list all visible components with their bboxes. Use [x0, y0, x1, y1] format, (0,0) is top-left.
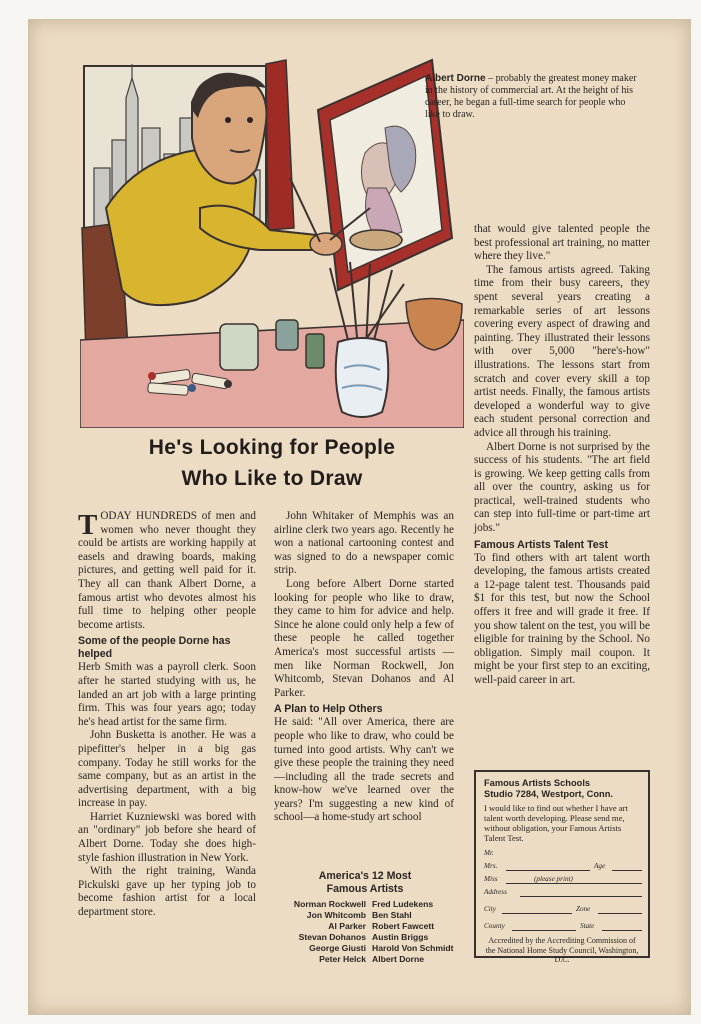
- artist-name: Austin Briggs: [372, 931, 429, 942]
- caption-text: – probably the greatest money maker in the history of commercial art. At the height of his career, he began a full-time search for people who like to draw.: [425, 73, 637, 120]
- zone-label: Zone: [576, 905, 591, 913]
- palette: [350, 230, 402, 250]
- miss-field[interactable]: [484, 874, 640, 885]
- mr-label: Mr.: [484, 849, 494, 857]
- age-label: Age: [594, 862, 606, 870]
- famous-title-1: America's 12 Most: [318, 870, 412, 882]
- coupon-studio: Studio 7284, Westport, Conn.: [484, 789, 613, 799]
- list-item: [270, 943, 460, 954]
- artist-name: Harold Von Schmidt: [372, 942, 454, 953]
- mail-coupon[interactable]: [474, 770, 650, 965]
- illustration-caption: [425, 73, 637, 121]
- subhead-people-helped: Some of the people Dorne has helped: [78, 635, 231, 661]
- paragraph-talent-test: To find others with art talent worth developing, the famous artists created a 12-page talent test. Thousands paid $1 for this test, but now the School offers it free and will grade it free. If you show talent on the test, you will be eligible for training by the School. No obligation. Simply mail coupon. It might be your first step to an exciting, well-paid career in art.: [474, 551, 650, 686]
- famous-artists-list: [270, 870, 460, 964]
- paragraph-wanda: With the right training, Wanda Pickulski gave up her typing job to become fashion artist for a local department store.: [78, 865, 256, 919]
- artist-name: Robert Fawcett: [372, 920, 435, 931]
- name-field[interactable]: [484, 848, 640, 859]
- list-item: [270, 954, 460, 965]
- artist-name: Fred Ludekens: [372, 899, 434, 909]
- artist-name: Albert Dorne: [372, 953, 425, 964]
- accreditation-note: Accredited by the Accrediting Commission of the National Home Study Council, Washington, D.C.: [485, 936, 639, 965]
- paragraph-long-before: Long before Albert Dorne started looking for people who like to draw, they came to him for advice and help. Since he alone could only help a few of these people he called together America's most successful artists —men like Norman Rockwell, Jon Whitcomb, Stevan Dohanos and Al Parker.: [274, 577, 454, 699]
- headline-line-2: Who Like to Draw: [181, 467, 363, 490]
- famous-title-2: Famous Artists: [326, 883, 404, 895]
- artist-name: Jon Whitcomb: [306, 909, 366, 920]
- artist-illustration: [80, 58, 464, 428]
- headline-line-1: He's Looking for People: [148, 436, 396, 459]
- artist-name: Ben Stahl: [372, 909, 412, 920]
- paragraph-he-said: He said: "All over America, there are people who like to draw, who could be turned into good artists. Why can't we give these people the training they need—including all the trade secrets and know-how we've learned over the years? I'm suggesting a new kind of school—a home-study art school: [274, 716, 454, 824]
- city-zone-field[interactable]: [484, 904, 640, 915]
- paragraph-harriet: Harriet Kuzniewski was bored with an "ordinary" job before she heard of Albert Dorne. Today she does high-style fashion illustration in New York.: [78, 810, 256, 864]
- paragraph-herb-smith: Herb Smith was a payroll clerk. Soon after he started studying with us, he landed an art job with a large printing firm. This was four years ago; today he's head artist for the same firm.: [78, 661, 256, 728]
- column-2: [274, 510, 454, 825]
- coupon-school: Famous Artists Schools: [484, 778, 591, 788]
- subhead-plan: A Plan to Help Others: [274, 703, 383, 716]
- paragraph-not-surprised: Albert Dorne is not surprised by the success of his students. "The art field is growing. We keep getting calls from all over the country, asking us for practical, well-trained students who can step into full-time or part-time art jobs.": [474, 440, 650, 535]
- intro-paragraph: [78, 510, 256, 632]
- miss-label: Miss: [484, 875, 498, 883]
- artist-name: George Giusti: [309, 942, 366, 953]
- list-item: [270, 910, 460, 921]
- mrs-label: Mrs.: [484, 862, 498, 870]
- caption-name: Albert Dorne: [425, 73, 486, 84]
- headline: [80, 432, 464, 494]
- mrs-age-field[interactable]: [484, 861, 640, 872]
- column-1: [78, 510, 256, 920]
- list-item: [270, 899, 460, 910]
- city-label: City: [484, 905, 496, 913]
- artist-name: Al Parker: [328, 920, 366, 931]
- intro-text: of men and women who never thought they could be artists are working happily at easels and drawing boards, making pictures, and getting well paid for it. They all can thank Albert Dorne, a famous artist who devotes almost his full time to helping other people become artists.: [78, 510, 256, 631]
- lead-in: ODAY HUNDREDS: [100, 510, 197, 522]
- column-3: [474, 223, 650, 688]
- artist-hand: [310, 233, 342, 255]
- paragraph-famous-agreed: The famous artists agreed. Taking time from their busy careers, they spent several years creating a remarkable series of art lessons covering every aspect of drawing and painting. They illustrated their lessons with over 5,000 "here's-how" illustrations. The lessons start from scratch and cover every skill a top artist needs. Finally, the famous artists developed a wonderful way to give each student personal correction and advice all through his training.: [474, 263, 650, 439]
- state-label: State: [580, 922, 595, 930]
- coupon-body: I would like to find out whether I have art talent worth developing. Please send me, without obligation, your Famous Artists Talent Test.: [484, 803, 628, 843]
- drop-cap: T: [78, 509, 98, 541]
- artist-name: Norman Rockwell: [293, 899, 366, 909]
- county-label: County: [484, 922, 505, 930]
- list-item: [270, 932, 460, 943]
- address-label: Address: [484, 888, 507, 896]
- artist-name: Stevan Dohanos: [298, 931, 366, 942]
- subhead-talent-test: Famous Artists Talent Test: [474, 538, 609, 551]
- address-field[interactable]: [484, 887, 640, 898]
- artist-head: [192, 74, 267, 184]
- county-state-field[interactable]: [484, 921, 640, 932]
- paragraph-john-busketta: John Busketta is another. He was a pipefitter's helper in a big gas company. Today he still works for the same company, but as an artist in the advertising department, with a big increase in pay.: [78, 729, 256, 810]
- paragraph-john-whitaker: John Whitaker of Memphis was an airline clerk two years ago. Recently he won a national cartooning contest and was signed to do a newspaper comic strip.: [274, 510, 454, 577]
- list-item: [270, 921, 460, 932]
- table: [80, 320, 464, 428]
- artist-name: Peter Helck: [319, 953, 366, 964]
- paragraph-continued: that would give talented people the best professional art training, no matter where they live.": [474, 223, 650, 263]
- curtain: [266, 60, 294, 230]
- print-hint: (please print): [534, 875, 573, 883]
